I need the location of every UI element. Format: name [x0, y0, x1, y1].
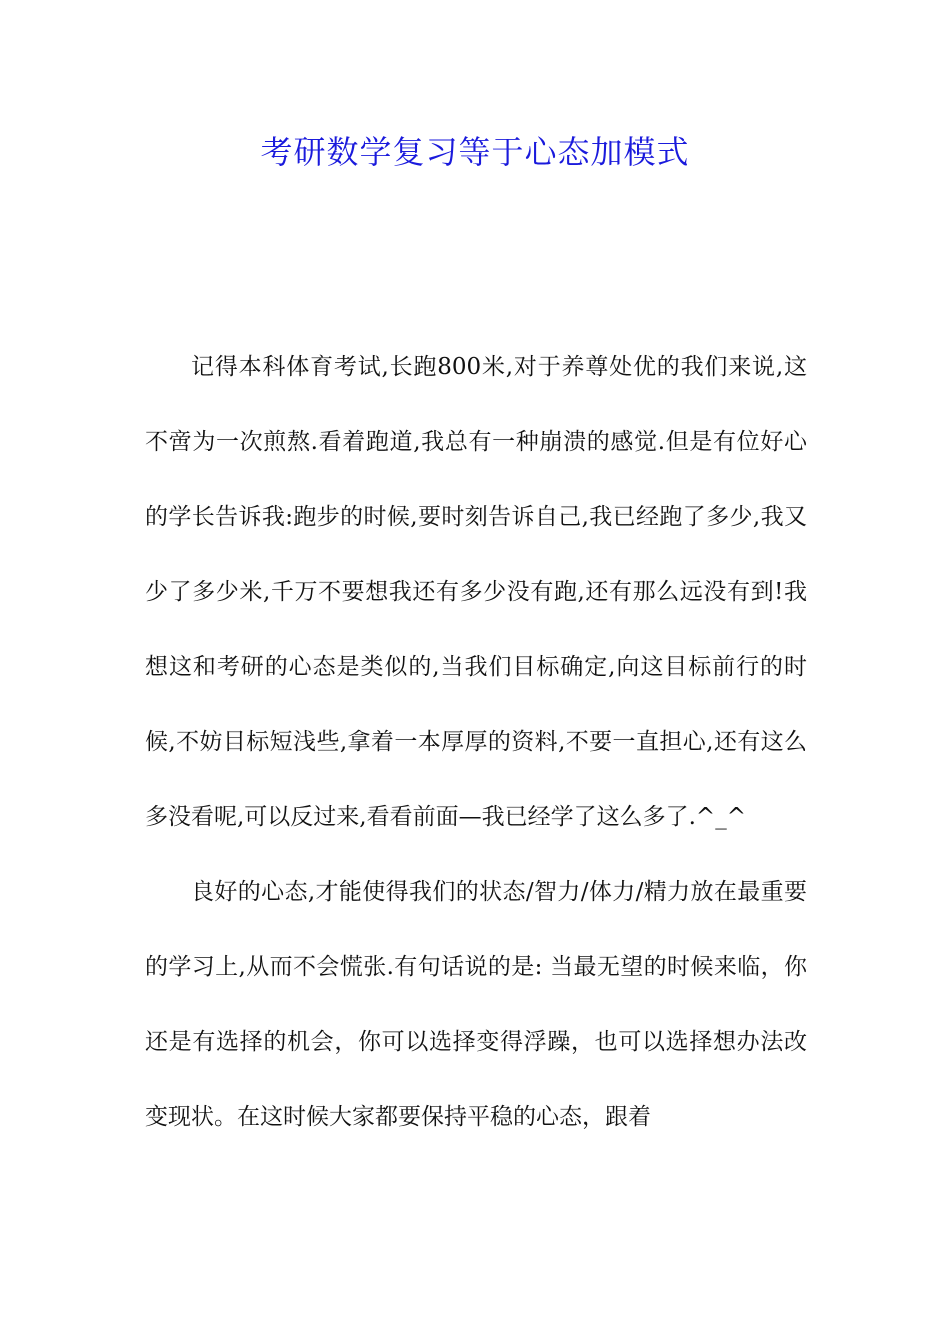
document-body [145, 330, 807, 1155]
paragraph-1: 记得本科体育考试,长跑800米,对于养尊处优的我们来说,这不啻为一次煎熬.看着跑道,我总有一种崩溃的感觉.但是有位好心的学长告诉我:跑步的时候,要时刻告诉自己,我已经跑了多少,我又少了多少米,千万不要想我还有多少没有跑,还有那么远没有到!我想这和考研的心态是类似的,当我们目标确定,向这目标前行的时候,不妨目标短浅些,拿着一本厚厚的资料,不要一直担心,还有这么多没看呢,可以反过来,看看前面—我已经学了这么多了.^_^ [145, 354, 807, 830]
document-title: 考研数学复习等于心态加模式 [260, 133, 690, 171]
paragraph-2: 良好的心态,才能使得我们的状态/智力/体力/精力放在最重要的学习上,从而不会慌张.有句话说的是: 当最无望的时候来临，你还是有选择的机会，你可以选择变得浮躁，也可以选择想办法改变现状。在这时候大家都要保持平稳的心态，跟着 [145, 879, 807, 1130]
